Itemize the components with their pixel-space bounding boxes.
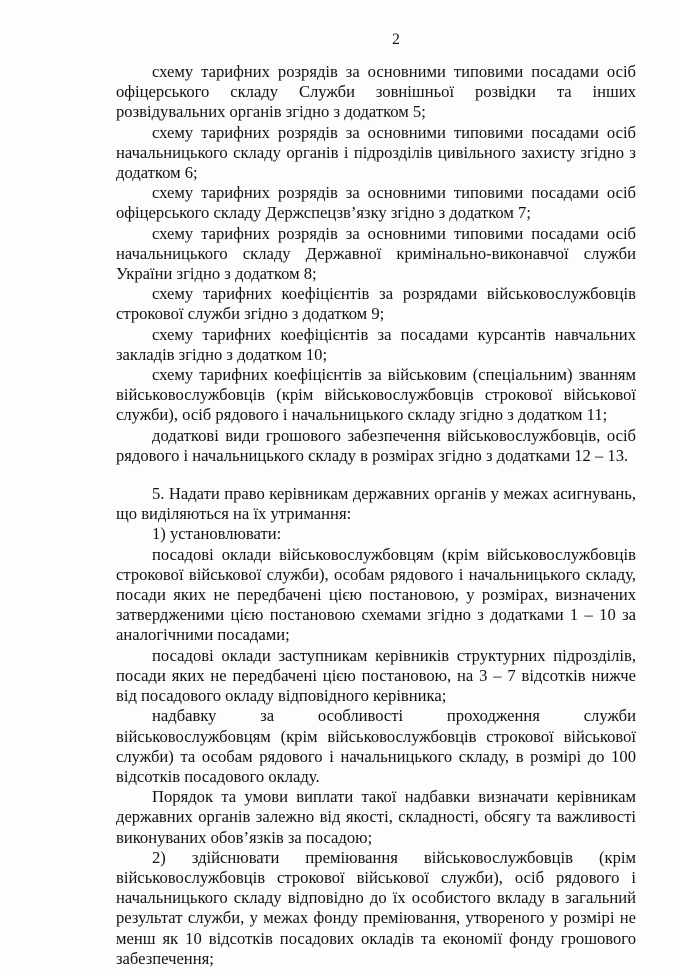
subsection-2: 2) здійснювати преміювання військовослужбовців (крім військовослужбовців строкової військової служби), осіб рядового і начальницького складу відповідно до їх особистого вкладу в загальний результат служби, у межах фонду преміювання, утвореного у розмірі не менш як 10 відсотків посадових окладів та економії фонду грошового забезпечення; bbox=[116, 847, 636, 968]
list-item: схему тарифних розрядів за основними типовими посадами осіб офіцерського складу Держспецзв’язку згідно з додатком 7; bbox=[116, 183, 636, 223]
list-item: додаткові види грошового забезпечення військовослужбовців, осіб рядового і начальницького складу в розмірах згідно з додатками 12 – 13. bbox=[116, 425, 636, 465]
list-item: схему тарифних розрядів за основними типовими посадами осіб начальницького складу Державної кримінально-виконавчої служби України згідно з додатком 8; bbox=[116, 223, 636, 284]
list-item: схему тарифних коефіцієнтів за розрядами військовослужбовців строкової служби згідно з додатком 9; bbox=[116, 284, 636, 324]
subsection-item: посадові оклади військовослужбовцям (крім військовослужбовців строкової військової служби), особам рядового і начальницького складу, посади яких не передбачені цією постановою, у розмірах, визначених затвердженими цією постановою схемами згідно з додатками 1 – 10 за аналогічними посадами; bbox=[116, 544, 636, 645]
section-5 bbox=[116, 484, 636, 969]
subsection-item: надбавку за особливості проходження служби військовослужбовцям (крім військовослужбовців строкової військової служби) та особам рядового і начальницького складу, в розмірі до 100 відсотків посадового окладу. bbox=[116, 706, 636, 786]
section-intro: 5. Надати право керівникам державних органів у межах асигнувань, що виділяються на їх утримання: bbox=[116, 484, 636, 524]
list-item: схему тарифних розрядів за основними типовими посадами осіб начальницького складу органів і підрозділів цивільного захисту згідно з додатком 6; bbox=[116, 122, 636, 183]
list-item: схему тарифних коефіцієнтів за посадами курсантів навчальних закладів згідно з додатком 10; bbox=[116, 324, 636, 364]
list-item: схему тарифних розрядів за основними типовими посадами осіб офіцерського складу Служби зовнішньої розвідки та інших розвідувальних органів згідно з додатком 5; bbox=[116, 62, 636, 122]
subsection-item: посадові оклади заступникам керівників структурних підрозділів, посади яких не передбачені цією постановою, на 3 – 7 відсотків нижче від посадового окладу відповідного керівника; bbox=[116, 645, 636, 706]
procedure-paragraph: Порядок та умови виплати такої надбавки визначати керівникам державних органів залежно від якості, складності, обсягу та важливості виконуваних обов’язків за посадою; bbox=[116, 787, 636, 847]
section-spacer bbox=[116, 466, 636, 484]
page-number: 2 bbox=[392, 31, 400, 48]
subsection-heading: 1) установлювати: bbox=[152, 524, 282, 544]
list-item: схему тарифних коефіцієнтів за військовим (спеціальним) званням військовослужбовців (крім військовослужбовців строкової військової служби), осіб рядового і начальницького складу згідно з додатком 11; bbox=[116, 365, 636, 425]
annex-list bbox=[116, 62, 636, 466]
